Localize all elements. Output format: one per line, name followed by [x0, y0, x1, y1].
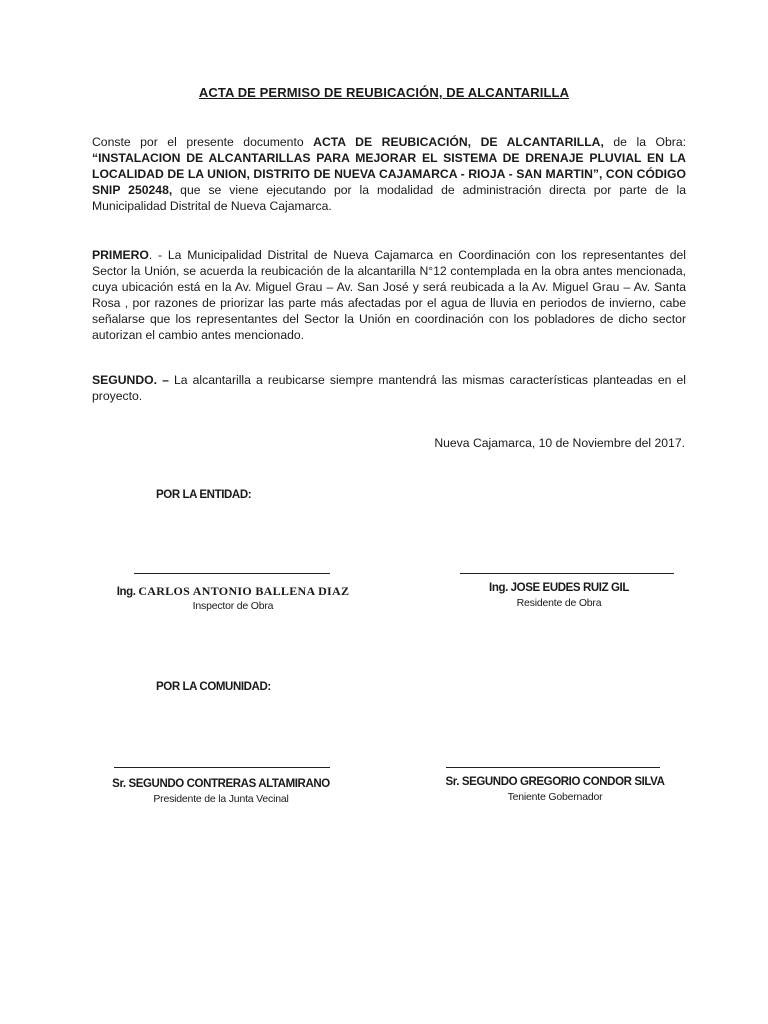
signature-line-presidente: [114, 767, 330, 768]
signer-inspector-prefix: Ing.: [116, 586, 139, 598]
primero-paragraph: [92, 247, 686, 343]
intro-text-2: de la Obra:: [603, 135, 687, 149]
signer-teniente-name: Sr. SEGUNDO GREGORIO CONDOR SILVA: [445, 776, 665, 788]
segundo-text: La alcantarilla a reubicarse siempre mantendrá las mismas características planteadas en el proyecto.: [92, 373, 686, 403]
signer-residente-name: Ing. JOSE EUDES RUIZ GIL: [489, 582, 629, 594]
signer-residente-role: Residente de Obra: [516, 597, 602, 609]
intro-bold-1: ACTA DE REUBICACIÓN, DE ALCANTARILLA,: [313, 135, 604, 149]
signer-presidente-name: Sr. SEGUNDO CONTRERAS ALTAMIRANO: [112, 778, 330, 790]
signer-residente: [454, 581, 664, 609]
intro-text-3: que se viene ejecutando por la modalidad de administración directa por parte de la Municipalidad Distrital de Nueva Cajamarca.: [92, 183, 686, 213]
primero-label: PRIMERO: [92, 248, 149, 262]
primero-text: . - La Municipalidad Distrital de Nueva Cajamarca en Coordinación con los representantes del Sector la Unión, se acuerda la reubicación de la alcantarilla N°12 contemplada en la obra antes mencionada, cuya ubicación está en la Av. Miguel Grau – Av. San José y será reubicada a la Av. Miguel Grau – Av. Santa Rosa , por razones de priorizar las parte más afectadas por el agua de lluvia en periodos de invierno, cabe señalarse que los representantes del Sector la Unión en coordinación con los pobladores de dicho sector autorizan el cambio antes mencionado.: [92, 248, 686, 342]
intro-text-1: Conste por el presente documento: [92, 135, 314, 149]
intro-paragraph: [92, 134, 686, 214]
signer-presidente: [100, 777, 342, 805]
signer-teniente-role: Teniente Gobernador: [507, 791, 603, 803]
signer-presidente-role: Presidente de la Junta Vecinal: [153, 793, 289, 805]
intro-bold-2: “INSTALACION DE ALCANTARILLAS PARA MEJORAR EL SISTEMA DE DRENAJE PLUVIAL EN LA LOCALIDAD DE LA UNION, DISTRITO DE NUEVA CAJAMARCA - RIOJA - SAN MARTIN”, CON CÓDIGO SNIP 250248,: [92, 151, 686, 197]
segundo-paragraph: [92, 372, 686, 404]
signer-teniente: [430, 775, 680, 803]
document-title: ACTA DE PERMISO DE REUBICACIÓN, DE ALCANTARILLA: [198, 85, 570, 100]
signature-line-teniente: [446, 767, 660, 768]
entidad-heading: POR LA ENTIDAD:: [156, 489, 252, 501]
signer-inspector-fullname: CARLOS ANTONIO BALLENA DIAZ: [138, 584, 350, 598]
signer-inspector-role: Inspector de Obra: [192, 600, 274, 612]
segundo-label: SEGUNDO. –: [92, 373, 169, 387]
signer-inspector-name: [112, 584, 354, 599]
document-date: Nueva Cajamarca, 10 de Noviembre del 2017.: [434, 436, 685, 450]
comunidad-heading: POR LA COMUNIDAD:: [156, 681, 271, 693]
signer-inspector: [112, 584, 354, 612]
signature-line-inspector: [134, 573, 330, 574]
signature-line-residente: [460, 573, 674, 574]
